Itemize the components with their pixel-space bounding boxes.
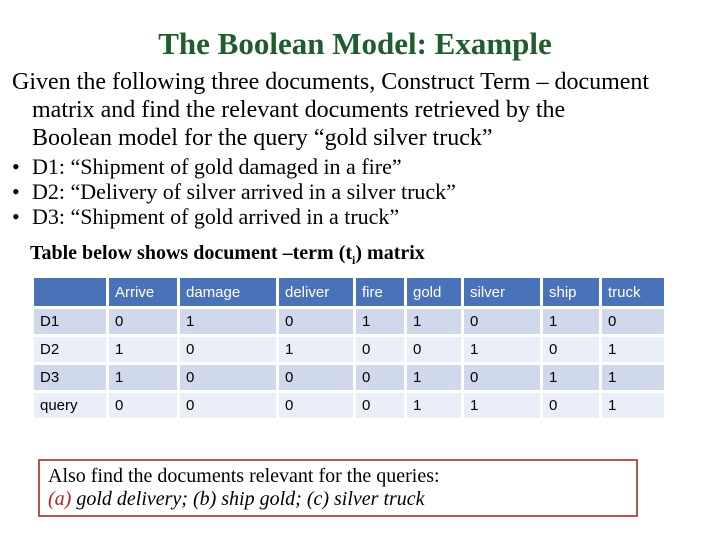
table-cell: 1 (407, 393, 461, 418)
header-cell: deliver (279, 278, 353, 306)
document-item-d2: • D2: “Delivery of silver arrived in a silver truck” (12, 179, 456, 204)
header-cell: Arrive (109, 278, 177, 306)
table-cell: 0 (602, 309, 664, 334)
intro-paragraph (12, 68, 712, 152)
row-label: D1 (34, 309, 106, 334)
table-row (34, 365, 664, 390)
table-cell: 1 (602, 393, 664, 418)
header-cell: silver (464, 278, 540, 306)
table-cell: 0 (279, 393, 353, 418)
term-document-matrix (31, 275, 667, 421)
intro-line-1: Given the following three documents, Construct Term – document (12, 69, 650, 95)
table-cell: 1 (543, 309, 599, 334)
table-cell: 0 (109, 309, 177, 334)
intro-line-3: Boolean model for the query “gold silver truck” (32, 125, 493, 151)
table-header-row (34, 278, 664, 306)
table-cell: 1 (602, 365, 664, 390)
table-cell: 0 (543, 393, 599, 418)
table-cell: 0 (180, 337, 276, 362)
intro-line-2: matrix and find the relevant documents retrieved by the (32, 97, 566, 123)
note-line-1: Also find the documents relevant for the queries: (48, 465, 440, 487)
table-cell: 1 (356, 309, 404, 334)
table-cell: 0 (543, 337, 599, 362)
table-row (34, 393, 664, 418)
table-row (34, 309, 664, 334)
table-cell: 0 (279, 365, 353, 390)
note-label-a: (a) (48, 488, 72, 510)
table-cell: 0 (407, 337, 461, 362)
table-cell: 0 (356, 365, 404, 390)
header-cell (34, 278, 106, 306)
row-label: query (34, 393, 106, 418)
header-cell: ship (543, 278, 599, 306)
table-cell: 0 (109, 393, 177, 418)
table-cell: 0 (279, 309, 353, 334)
table-cell: 1 (464, 393, 540, 418)
note-line-2: (a) gold delivery; (b) ship gold; (c) silver truck (48, 488, 425, 510)
row-label: D2 (34, 337, 106, 362)
document-item-d3: • D3: “Shipment of gold arrived in a truck” (12, 204, 400, 229)
table-cell: 1 (109, 365, 177, 390)
table-caption: Table below shows document –term $(t_i)$ matrix (30, 242, 425, 267)
header-cell: truck (602, 278, 664, 306)
table-cell: 0 (180, 365, 276, 390)
table-cell: 0 (180, 393, 276, 418)
table-cell: 1 (543, 365, 599, 390)
table-cell: 1 (109, 337, 177, 362)
table-cell: 1 (407, 309, 461, 334)
document-list (12, 154, 456, 229)
header-cell: gold (407, 278, 461, 306)
table-cell: 1 (407, 365, 461, 390)
table-cell: 0 (464, 309, 540, 334)
row-label: D3 (34, 365, 106, 390)
document-item-d1: • D1: “Shipment of gold damaged in a fire” (12, 154, 402, 179)
exercise-note-box (38, 459, 638, 517)
bullet-icon: • (12, 204, 20, 229)
bullet-icon: • (12, 179, 20, 204)
table-cell: 0 (356, 393, 404, 418)
header-cell: fire (356, 278, 404, 306)
table-cell: 1 (464, 337, 540, 362)
table-row (34, 337, 664, 362)
table-cell: 1 (279, 337, 353, 362)
table-cell: 1 (602, 337, 664, 362)
bullet-icon: • (12, 154, 20, 179)
table-cell: 1 (180, 309, 276, 334)
header-cell: damage (180, 278, 276, 306)
table-cell: 0 (356, 337, 404, 362)
slide-title: The Boolean Model: Example (158, 26, 552, 61)
table-cell: 0 (464, 365, 540, 390)
